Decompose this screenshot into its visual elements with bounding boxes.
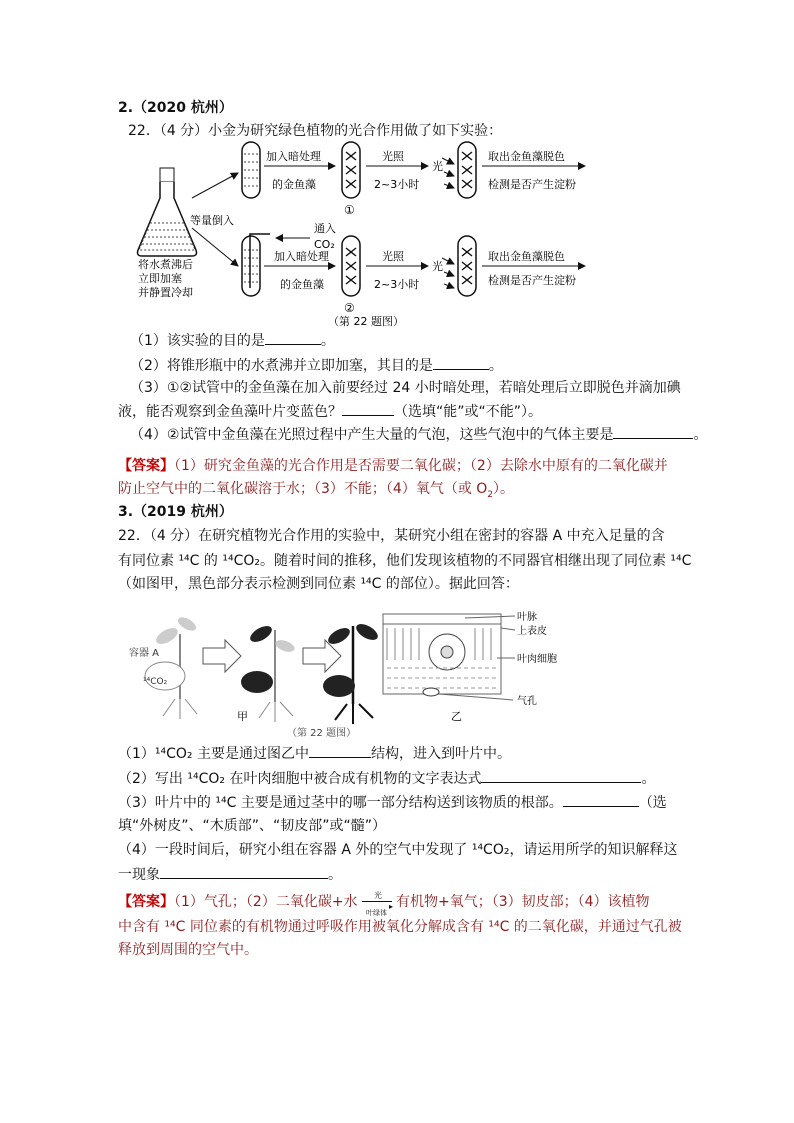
label-guang-top: 光	[432, 160, 443, 173]
label-boil1: 将水煮沸后	[138, 258, 193, 271]
q3-answer-line1: 【答案】（1）气孔；（2）二氧化碳+水 光 ▸ 叶绿体 有机物+氧气；（3）韧皮部；（4）该植物	[118, 892, 650, 912]
label-hours-top: 2~3小时	[374, 178, 420, 191]
reaction-arrow: 光 ▸ 叶绿体	[362, 892, 396, 912]
figure-caption: （第 22 题图）	[328, 315, 404, 328]
label-jia: 甲	[237, 710, 248, 723]
label-co2-2: CO₂	[314, 238, 335, 251]
tube-2-label: ②	[344, 301, 355, 315]
q3-sub3-line2: 填“外树皮”、“木质部”、“韧皮部”或“髓”）	[118, 818, 387, 834]
label-dark2-bottom: 的金鱼藻	[280, 278, 324, 291]
tube-1-icon	[342, 142, 360, 198]
tube-bottom-right-icon	[458, 236, 476, 296]
q3-intro-line2: 有同位素 ¹⁴C 的 ¹⁴CO₂。随着时间的推移，他们发现该植物的不同器官相继出现了同位素 ¹⁴C	[118, 553, 692, 569]
label-boil2: 立即加塞	[138, 272, 182, 285]
q3-heading: 3.（2019 杭州）	[118, 504, 233, 520]
label-dark2-top: 的金鱼藻	[272, 178, 316, 191]
q3-answer-line3: 释放到周围的空气中。	[118, 942, 258, 958]
q3-isotope-figure	[125, 604, 575, 740]
tube-bottom-left-icon	[242, 234, 270, 296]
leaf-cross-section-icon	[383, 614, 501, 696]
q2-sub2: （2）将锥形瓶中的水煮沸并立即加塞，其目的是 。	[130, 355, 503, 376]
tube-top-left-icon	[242, 142, 260, 198]
label-detect-bottom: 检测是否产生淀粉	[488, 274, 576, 287]
label-mesophyll: 叶肉细胞	[517, 654, 557, 665]
q2-answer-line2: 防止空气中的二氧化碳溶于水；（3）不能；（4）氧气（或 $O_2$）。	[118, 481, 515, 500]
label-detect-top: 检测是否产生淀粉	[488, 178, 576, 191]
arrow-bottom-label: 叶绿体	[366, 909, 387, 917]
co2-label: ¹⁴CO₂	[143, 677, 168, 687]
label-co2-1: 通入	[314, 222, 336, 235]
label-extract-top: 取出金鱼藻脱色	[488, 150, 565, 163]
q2-heading: 2.（2020 杭州）	[118, 100, 233, 116]
label-guang-bottom: 光	[432, 260, 443, 273]
flask-icon	[138, 168, 197, 256]
label-extract-bottom: 取出金鱼藻脱色	[488, 250, 565, 263]
label-dark1-bottom: 加入暗处理	[274, 250, 329, 263]
q2-answer-line1: 【答案】（1）研究金鱼藻的光合作用是否需要二氧化碳；（2）去除水中原有的二氧化碳并	[118, 458, 668, 474]
q2-intro: 22．（4 分）小金为研究绿色植物的光合作用做了如下实验：	[128, 123, 503, 139]
label-hours-bottom: 2~3小时	[374, 278, 420, 291]
q2-sub4: （4）②试管中金鱼藻在光照过程中产生大量的气泡，这些气泡中的气体主要是 。	[130, 424, 707, 445]
label-stoma: 气孔	[517, 696, 537, 707]
plant-stage-3-icon	[323, 621, 380, 724]
tube-1-label: ①	[344, 203, 355, 217]
q3-sub4-line1: （4）一段时间后，研究小组在容器 A 外的空气中发现了 ¹⁴CO₂，请运用所学的知识解释这	[118, 842, 678, 858]
q3-answer-line2: 中含有 ¹⁴C 同位素的有机物通过呼吸作用被氧化分解成含有 ¹⁴C 的二氧化碳，并通过气孔被	[118, 919, 682, 935]
label-light-top: 光照	[382, 150, 404, 163]
label-light-bottom: 光照	[382, 250, 404, 263]
q2-sub1: （1）该实验的目的是 。	[130, 330, 335, 351]
q3-figure-caption: （第 22 题图）	[287, 728, 357, 739]
tube-top-right-icon	[458, 142, 476, 198]
q2-sub3-line1: （3）①②试管中的金鱼藻在加入前要经过 24 小时暗处理，若暗处理后立即脱色并滴加碘	[130, 380, 681, 396]
container-label: 容器 A	[129, 648, 160, 659]
plant-stage-2-icon	[241, 623, 296, 722]
label-pour: 等量倒入	[190, 214, 234, 227]
q3-sub3: （3）叶片中的 ¹⁴C 主要是通过茎中的哪一部分结构送到该物质的根部。 （选	[118, 792, 667, 813]
q2-experiment-figure	[130, 138, 600, 333]
q3-sub2: （2）写出 ¹⁴CO₂ 在叶肉细胞中被合成有机物的文字表达式 。	[118, 768, 655, 789]
arrow-top-label: 光	[374, 891, 382, 900]
label-leaf-vein: 叶脉	[517, 612, 537, 623]
label-upper-epidermis: 上表皮	[517, 626, 547, 637]
q2-sub3-line2: 液，能否观察到金鱼藻叶片变蓝色？ （选填“能”或“不能”）。	[118, 401, 542, 422]
label-dark1-top: 加入暗处理	[266, 150, 321, 163]
q3-intro-line3: （如图甲，黑色部分表示检测到同位素 ¹⁴C 的部位）。据此回答：	[118, 576, 519, 592]
tube-2-icon	[342, 236, 360, 296]
q3-sub1: （1）¹⁴CO₂ 主要是通过图乙中 结构，进入到叶片中。	[118, 743, 511, 764]
plant-stage-1-icon	[145, 615, 198, 719]
label-yi: 乙	[451, 710, 462, 723]
q3-intro-line1: 22．（4 分）在研究植物光合作用的实验中，某研究小组在密封的容器 A 中充入足量的含	[118, 528, 665, 544]
q3-sub4-line2: 一现象 。	[118, 864, 342, 885]
label-boil3: 并静置冷却	[138, 286, 193, 299]
